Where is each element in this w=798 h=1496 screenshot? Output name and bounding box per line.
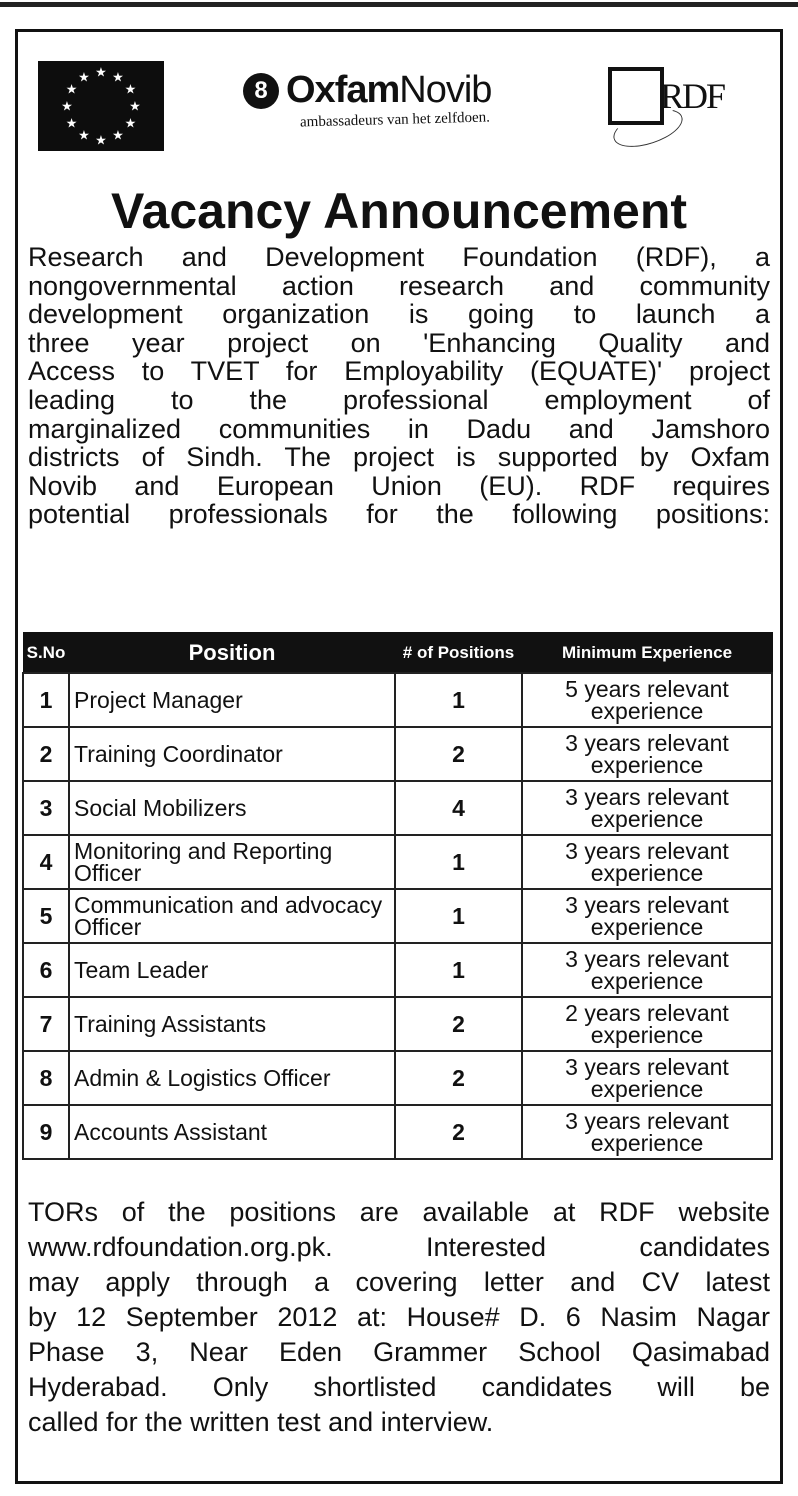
text-line: potential professionals for the following positions:: [28, 499, 770, 530]
row-sno: 4: [23, 835, 69, 889]
row-experience: [522, 835, 772, 889]
table-row: [23, 997, 772, 1051]
row-experience: [522, 1051, 772, 1105]
eu-star-icon: ★: [78, 127, 90, 143]
experience-label: experience: [590, 806, 704, 832]
table-row: [23, 1051, 772, 1105]
text-line: Research and Development Foundation (RDF), a: [28, 242, 770, 272]
row-position: Project Manager: [69, 673, 395, 727]
experience-years: 3 years relevant: [565, 892, 729, 918]
row-sno: 3: [23, 781, 69, 835]
row-sno: 5: [23, 889, 69, 943]
table-row: [23, 835, 772, 889]
text-line: marginalized communities in Dadu and Jamshoro: [28, 413, 770, 444]
eu-star-icon: ★: [112, 127, 124, 143]
experience-label: experience: [590, 914, 704, 940]
header-sno: S.No: [23, 633, 69, 674]
row-experience: [522, 1105, 772, 1159]
row-sno: 8: [23, 1051, 69, 1105]
text-line: three year project on 'Enhancing Quality and: [28, 327, 770, 358]
oxfam-logo-name: [286, 68, 491, 112]
eu-star-icon: ★: [129, 98, 141, 114]
footer-paragraph: [28, 1195, 770, 1440]
rdf-logo-text: RDF: [660, 76, 725, 116]
top-rule: [0, 2, 798, 7]
experience-label: experience: [590, 968, 704, 994]
row-experience: [522, 781, 772, 835]
experience-label: experience: [590, 860, 704, 886]
experience-years: 3 years relevant: [565, 1054, 729, 1080]
experience-label: experience: [590, 698, 704, 724]
row-experience: [522, 943, 772, 997]
row-experience: [522, 997, 772, 1051]
experience-years: 3 years relevant: [565, 730, 729, 756]
text-line: districts of Sindh. The project is supported by Oxfam: [28, 442, 770, 473]
row-experience: [522, 673, 772, 727]
row-position: Accounts Assistant: [69, 1105, 395, 1159]
oxfam-logo-icon: 8: [243, 73, 279, 109]
row-count: 1: [395, 889, 522, 943]
row-experience: [522, 889, 772, 943]
text-line: development organization is going to launch a: [28, 299, 770, 330]
experience-years: 3 years relevant: [565, 838, 729, 864]
eu-star-icon: ★: [124, 81, 137, 97]
text-line: Hyderabad. Only shortlisted candidates will be: [28, 1372, 770, 1402]
oxfam-name: Oxfam: [286, 69, 400, 111]
table-row: [23, 889, 772, 943]
experience-label: experience: [590, 1076, 704, 1102]
experience-label: experience: [590, 1130, 704, 1156]
row-position: Social Mobilizers: [69, 781, 395, 835]
text-line: Access to TVET for Employability (EQUATE)' project: [28, 356, 770, 387]
row-count: 2: [395, 1051, 522, 1105]
row-sno: 7: [23, 997, 69, 1051]
page-title: Vacancy Announcement: [110, 183, 688, 239]
row-position: Training Coordinator: [69, 727, 395, 781]
row-count: 2: [395, 997, 522, 1051]
novib-name: Novib: [399, 69, 492, 111]
experience-label: experience: [590, 752, 704, 778]
header-position: Position: [69, 633, 395, 674]
table-row: [23, 673, 772, 727]
oxfam-tagline: ambassadeurs van het zelfdoen.: [299, 109, 491, 131]
eu-star-icon: ★: [65, 81, 78, 97]
text-line: may apply through a covering letter and CV latest: [28, 1267, 770, 1297]
text-line: nongovernmental action research and community: [28, 270, 770, 301]
row-position: Team Leader: [69, 943, 395, 997]
row-sno: 9: [23, 1105, 69, 1159]
eu-star-icon: ★: [95, 132, 107, 148]
experience-years: 3 years relevant: [565, 784, 729, 810]
row-sno: 6: [23, 943, 69, 997]
text-line: by 12 September 2012 at: House# D. 6 Nasim Nagar: [28, 1302, 770, 1332]
table-row: [23, 1105, 772, 1159]
row-sno: 2: [23, 727, 69, 781]
row-experience: [522, 727, 772, 781]
eu-star-icon: ★: [78, 69, 90, 85]
row-position: Communication and advocacy Officer: [69, 889, 395, 943]
row-count: 1: [395, 943, 522, 997]
row-sno: 1: [23, 673, 69, 727]
eu-star-icon: ★: [124, 115, 137, 131]
row-count: 2: [395, 1105, 522, 1159]
text-line: TORs of the positions are available at RDF website: [28, 1197, 770, 1227]
experience-years: 3 years relevant: [565, 1108, 729, 1134]
experience-years: 5 years relevant: [565, 676, 729, 702]
row-count: 1: [395, 835, 522, 889]
table-row: [23, 943, 772, 997]
table-row: [23, 727, 772, 781]
text-line: leading to the professional employment of: [28, 384, 770, 415]
text-line: www.rdfoundation.org.pk. Interested candidates: [28, 1232, 770, 1262]
experience-years: 2 years relevant: [565, 1000, 729, 1026]
row-count: 4: [395, 781, 522, 835]
eu-star-icon: ★: [112, 69, 124, 85]
row-position: Admin & Logistics Officer: [69, 1051, 395, 1105]
text-line: Phase 3, Near Eden Grammer School Qasimabad: [28, 1337, 770, 1367]
intro-paragraph: [28, 243, 770, 529]
eu-star-icon: ★: [95, 64, 107, 80]
experience-label: experience: [590, 1022, 704, 1048]
text-line: called for the written test and interview.: [28, 1407, 494, 1437]
row-position: Training Assistants: [69, 997, 395, 1051]
row-count: 2: [395, 727, 522, 781]
eu-star-icon: ★: [65, 115, 78, 131]
eu-flag-logo: [38, 61, 164, 151]
table-row: [23, 781, 772, 835]
experience-years: 3 years relevant: [565, 946, 729, 972]
row-count: 1: [395, 673, 522, 727]
positions-table: [22, 632, 773, 1160]
eu-star-icon: ★: [61, 98, 73, 114]
text-line: Novib and European Union (EU). RDF requires: [28, 470, 770, 501]
row-position: Monitoring and Reporting Officer: [69, 835, 395, 889]
header-count: # of Positions: [395, 633, 522, 674]
header-experience: Minimum Experience: [522, 633, 772, 674]
